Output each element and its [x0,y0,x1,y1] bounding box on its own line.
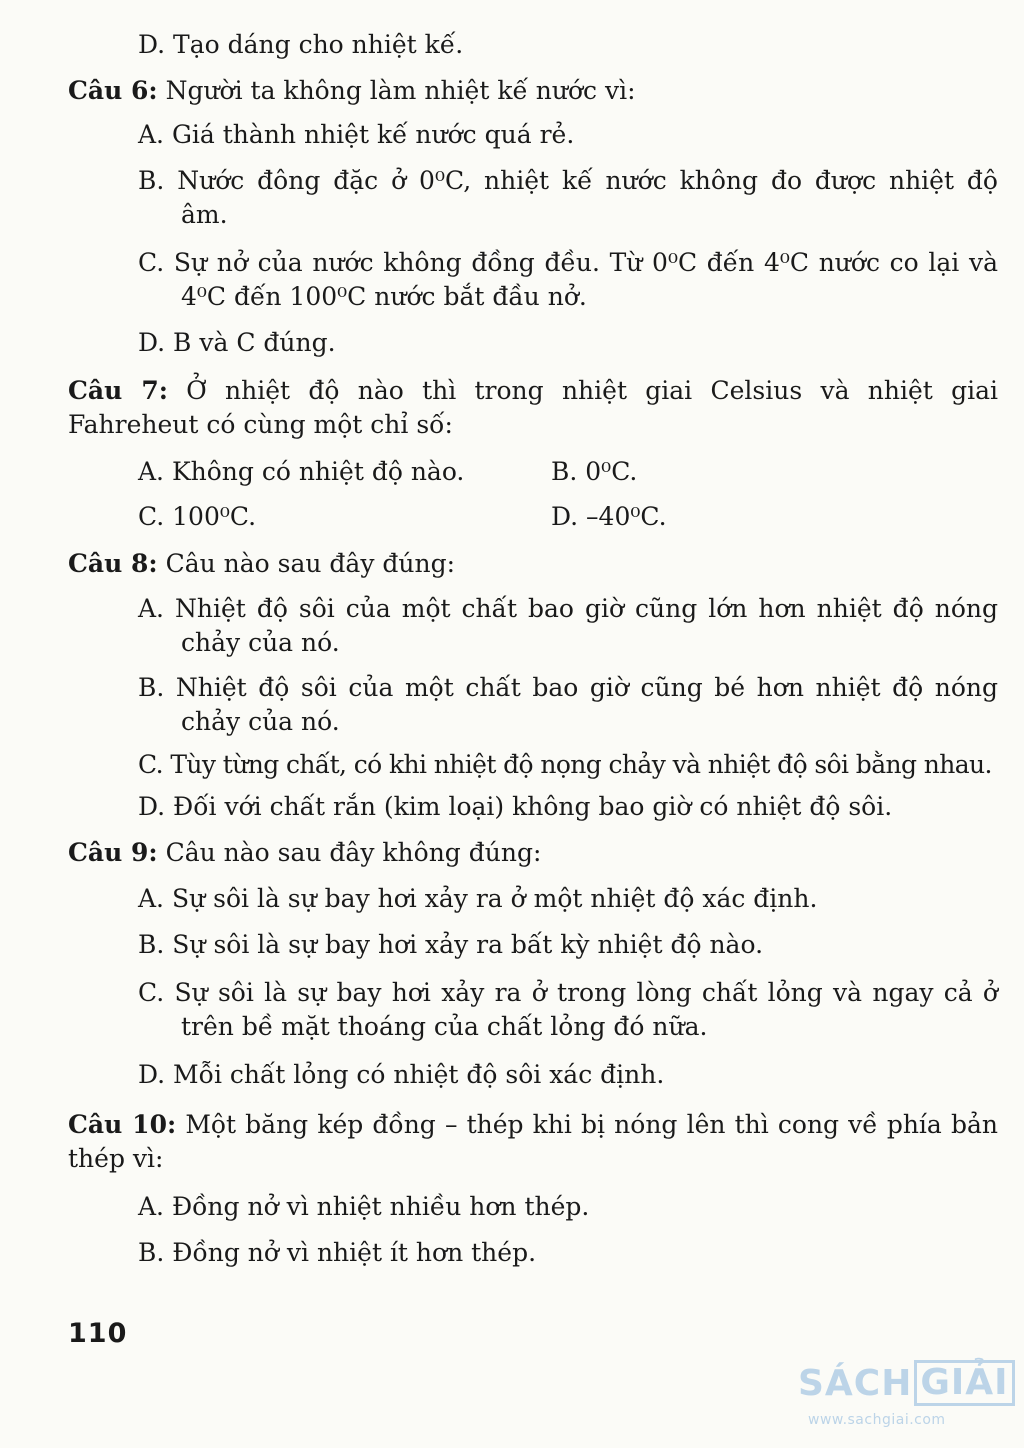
q6-option-d: D. B và C đúng. [138,328,336,357]
question-7-label: Câu 7: [68,376,168,405]
question-7 [68,374,998,408]
question-7-text-line2: Fahreheut có cùng một chỉ số: [68,410,453,439]
q6-option-c-line1: C. Sự nở của nước không đồng đều. Từ 0⁰C đến 4⁰C nước co lại và [138,248,998,277]
question-10-label: Câu 10: [68,1110,177,1139]
question-9 [68,836,541,870]
watermark-logo [798,1360,1018,1440]
question-10-text-line2: thép vì: [68,1144,164,1173]
q9-option-c-line2: trên bề mặt thoáng của chất lỏng đó nữa. [181,1012,708,1041]
q10-option-b: B. Đồng nở vì nhiệt ít hơn thép. [138,1238,537,1267]
q6-option-b-line1: B. Nước đông đặc ở 0⁰C, nhiệt kế nước không đo được nhiệt độ [138,166,998,195]
question-6 [68,74,636,108]
q8-option-b-line1: B. Nhiệt độ sôi của một chất bao giờ cũng bé hơn nhiệt độ nóng [138,673,998,702]
q8-option-d: D. Đối với chất rắn (kim loại) không bao giờ có nhiệt độ sôi. [138,792,893,821]
question-6-label: Câu 6: [68,76,158,105]
q7-option-a: A. Không có nhiệt độ nào. [138,457,465,486]
q8-option-b-line2: chảy của nó. [181,707,340,736]
question-8-text: Câu nào sau đây đúng: [165,549,456,578]
q8-option-a-line1: A. Nhiệt độ sôi của một chất bao giờ cũng lớn hơn nhiệt độ nóng [138,594,998,623]
q6-option-c-line2: 4⁰C đến 100⁰C nước bắt đầu nở. [181,282,587,311]
q7-option-b: B. 0⁰C. [551,457,638,486]
watermark-brand [798,1360,1017,1406]
q7-option-c: C. 100⁰C. [138,502,257,531]
question-9-label: Câu 9: [68,838,158,867]
watermark-brand-part2: GIẢI [914,1360,1014,1406]
q10-option-a: A. Đồng nở vì nhiệt nhiều hơn thép. [138,1192,590,1221]
q9-option-a: A. Sự sôi là sự bay hơi xảy ra ở một nhiệt độ xác định. [138,884,818,913]
q8-option-a-line2: chảy của nó. [181,628,340,657]
q9-option-b: B. Sự sôi là sự bay hơi xảy ra bất kỳ nhiệt độ nào. [138,930,764,959]
q6-option-b-line2: âm. [181,200,228,229]
q9-option-c-line1: C. Sự sôi là sự bay hơi xảy ra ở trong lòng chất lỏng và ngay cả ở [138,978,998,1007]
page-number: 110 [68,1318,128,1349]
question-9-text: Câu nào sau đây không đúng: [165,838,542,867]
question-10-text-line1: Một băng kép đồng – thép khi bị nóng lên thì cong về phía bản [185,1110,998,1139]
watermark-brand-part1: SÁCH [798,1362,913,1404]
q7-option-d: D. –40⁰C. [551,502,667,531]
q6-option-a: A. Giá thành nhiệt kế nước quá rẻ. [138,120,575,149]
q9-option-d: D. Mỗi chất lỏng có nhiệt độ sôi xác định. [138,1060,665,1089]
q8-option-c: C. Tùy từng chất, có khi nhiệt độ nọng chảy và nhiệt độ sôi bằng nhau. [138,750,992,779]
question-8 [68,547,455,581]
watermark-url: www.sachgiai.com [808,1412,946,1428]
question-10 [68,1108,998,1142]
question-8-label: Câu 8: [68,549,158,578]
q5-option-d: D. Tạo dáng cho nhiệt kế. [138,30,464,59]
question-7-text-line1: Ở nhiệt độ nào thì trong nhiệt giai Celsius và nhiệt giai [186,376,998,405]
question-6-text: Người ta không làm nhiệt kế nước vì: [165,76,636,105]
